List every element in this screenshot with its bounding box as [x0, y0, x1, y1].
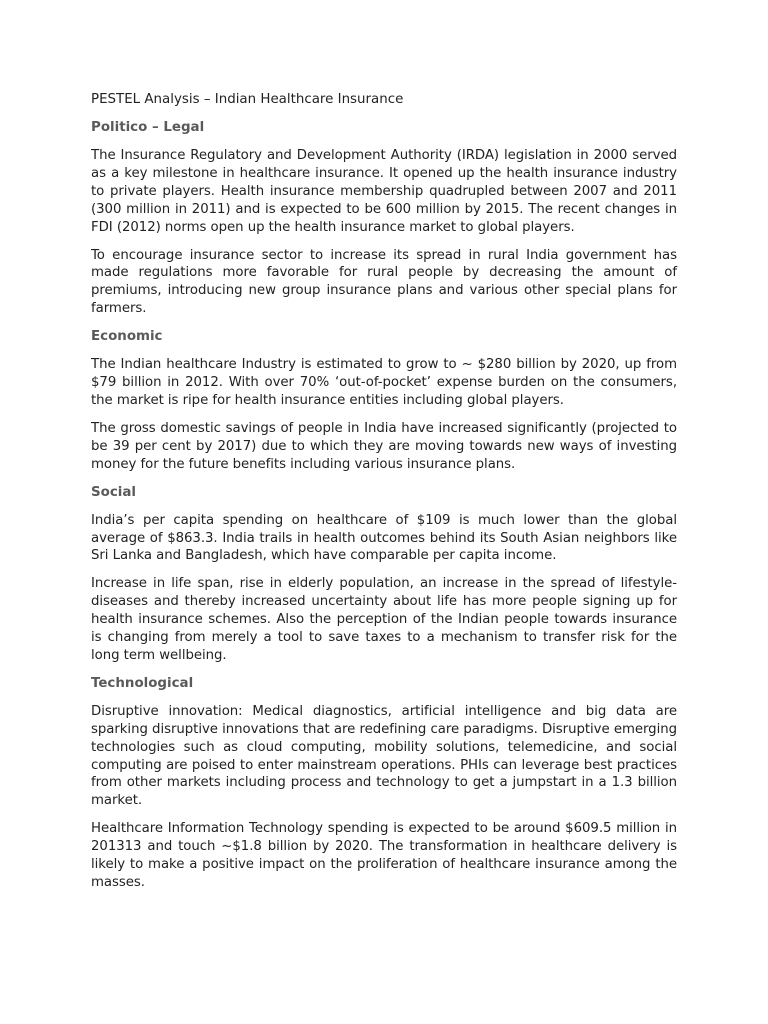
paragraph: Disruptive innovation: Medical diagnostics, artificial intelligence and big data are sparking disruptive innovations that are redefining care paradigms. Disruptive emerging technologies such as cloud computing, mobility solutions, telemedicine, and social computing are poised to enter mainstream operations. PHIs can leverage best practices from other markets including process and technology to get a jumpstart in a 1.3 billion market. [91, 703, 677, 809]
paragraph: The gross domestic savings of people in India have increased significantly (projected to be 39 per cent by 2017) due to which they are moving towards new ways of investing money for the future benefits including various insurance plans. [91, 420, 677, 472]
section-economic [91, 328, 677, 473]
document-title: PESTEL Analysis – Indian Healthcare Insurance [91, 92, 404, 107]
paragraph: Increase in life span, rise in elderly population, an increase in the spread of lifestyle-diseases and thereby increased uncertainty about life has more people signing up for health insurance schemes. Also the perception of the Indian people towards insurance is changing from merely a tool to save taxes to a mechanism to transfer risk for the long term wellbeing. [91, 576, 677, 663]
paragraph: Healthcare Information Technology spending is expected to be around $609.5 million in 201313 and touch ~$1.8 billion by 2020. The transformation in healthcare delivery is likely to make a positive impact on the proliferation of healthcare insurance among the masses. [91, 821, 677, 890]
section-politico-legal [91, 119, 677, 318]
section-heading: Politico – Legal [91, 120, 205, 135]
section-social [91, 484, 677, 665]
section-heading: Technological [91, 675, 194, 691]
paragraph: India’s per capita spending on healthcare of $109 is much lower than the global average of $863.3. India trails in health outcomes behind its South Asian neighbors like Sri Lanka and Bangladesh, which have comparable per capita income. [91, 512, 677, 564]
paragraph: The Insurance Regulatory and Development Authority (IRDA) legislation in 2000 served as a key milestone in healthcare insurance. It opened up the health insurance industry to private players. Health insurance membership quadrupled between 2007 and 2011 (300 million in 2011) and is expected to be 600 million by 2015. The recent changes in FDI (2012) norms open up the health insurance market to global players. [91, 148, 677, 235]
section-heading: Social [91, 484, 136, 500]
paragraph: The Indian healthcare Industry is estimated to grow to ~ $280 billion by 2020, up from $79 billion in 2012. With over 70% ‘out-of-pocket’ expense burden on the consumers, the market is ripe for health insurance entities including global players. [91, 357, 677, 408]
paragraph: To encourage insurance sector to increase its spread in rural India government has made regulations more favorable for rural people by decreasing the amount of premiums, introducing new group insurance plans and various other special plans for farmers. [91, 247, 677, 317]
section-heading: Economic [91, 329, 163, 345]
section-technological [91, 675, 677, 892]
document-page [91, 91, 677, 902]
